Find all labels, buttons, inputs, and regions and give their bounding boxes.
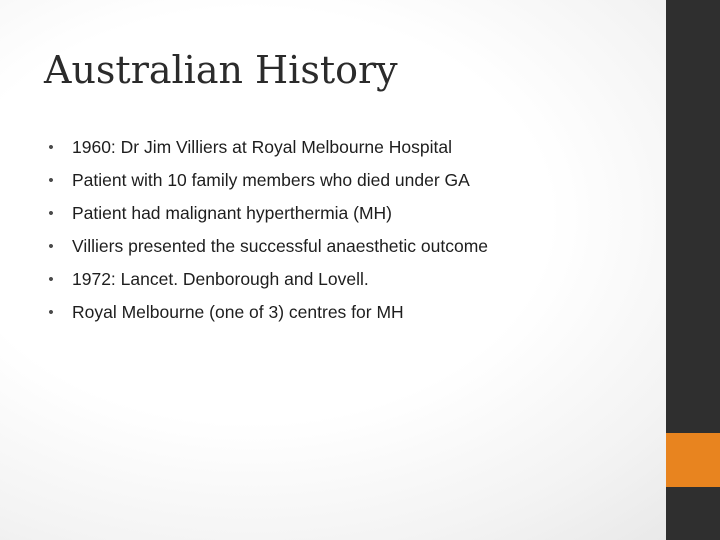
bullet-item [44, 131, 488, 164]
bullet-icon: • [48, 238, 54, 255]
accent-square [666, 433, 720, 487]
bullet-icon: • [48, 205, 54, 222]
bullet-icon: • [48, 139, 54, 156]
bullet-icon: • [48, 172, 54, 189]
bullet-text: Patient had malignant hyperthermia (MH) [72, 203, 393, 223]
bullet-item [44, 296, 488, 329]
bullet-text: Villiers presented the successful anaesthetic outcome [72, 236, 489, 256]
bullet-icon: • [48, 271, 54, 288]
bullet-item [44, 164, 488, 197]
bullet-text: 1960: Dr Jim Villiers at Royal Melbourne Hospital [72, 137, 452, 157]
bullet-text: Patient with 10 family members who died under GA [72, 170, 470, 190]
slide-title: Australian History [44, 48, 398, 92]
bullet-item [44, 197, 488, 230]
bullet-icon: • [48, 304, 54, 321]
bullet-list [44, 131, 488, 329]
bullet-item [44, 263, 488, 296]
bullet-text: Royal Melbourne (one of 3) centres for MH [72, 302, 404, 322]
bullet-item [44, 230, 488, 263]
bullet-text: 1972: Lancet. Denborough and Lovell. [72, 269, 369, 289]
